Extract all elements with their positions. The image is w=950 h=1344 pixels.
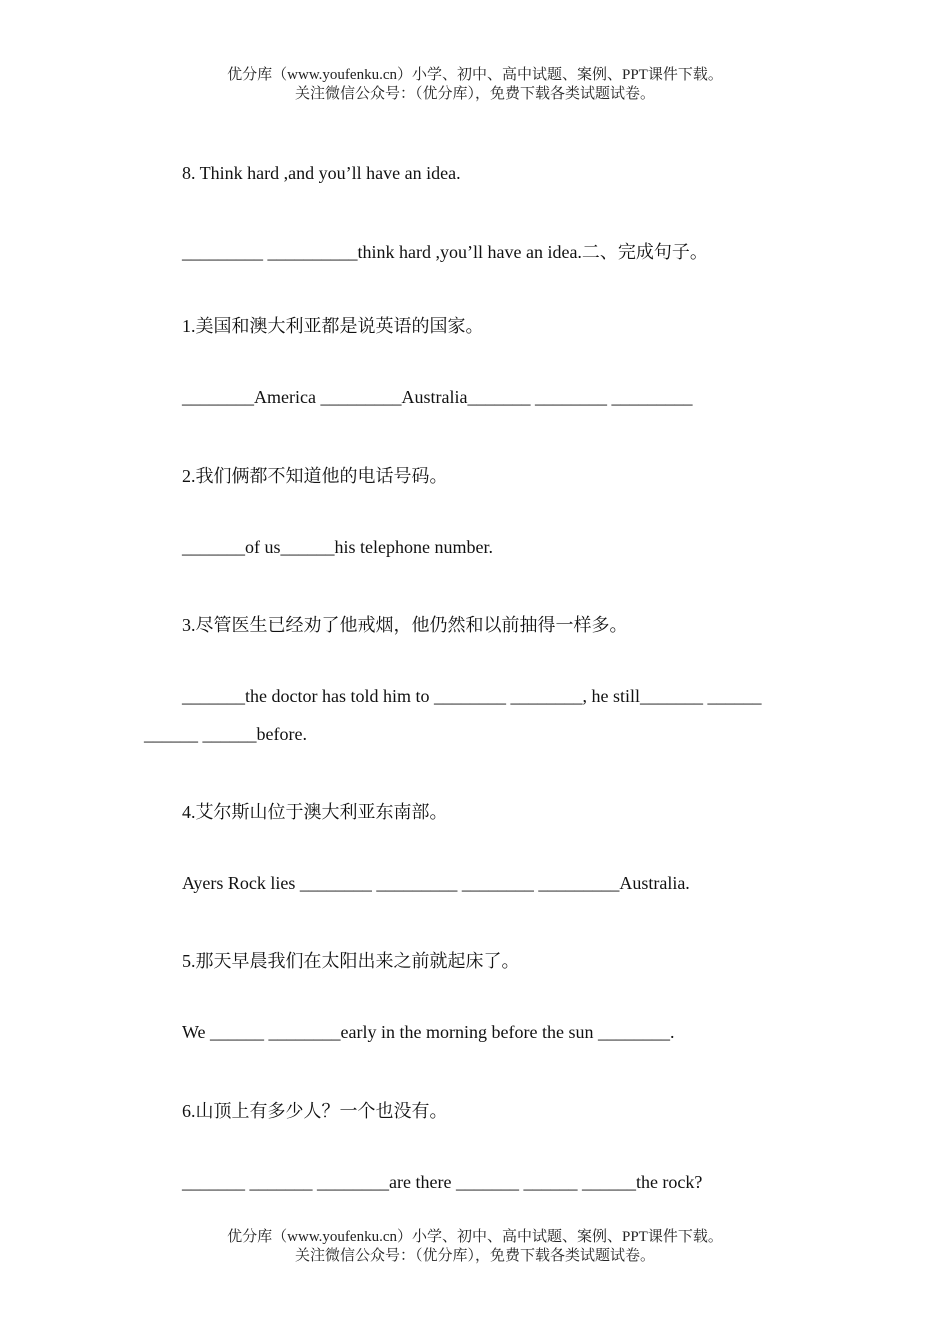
s3-answer-line-1: _______the doctor has told him to ________ ________, he still_______ ______ bbox=[182, 686, 762, 706]
s5-answer: We ______ ________early in the morning before the sun ________. bbox=[182, 1022, 675, 1042]
s2-prompt: 2.我们俩都不知道他的电话号码。 bbox=[182, 466, 448, 486]
s4-answer: Ayers Rock lies ________ _________ ________ _________Australia. bbox=[182, 873, 690, 893]
header-line-2: 关注微信公众号：（优分库），免费下载各类试题试卷。 bbox=[294, 86, 655, 102]
footer-line-2: 关注微信公众号：（优分库），免费下载各类试题试卷。 bbox=[294, 1248, 655, 1264]
s3-prompt: 3.尽管医生已经劝了他戒烟，他仍然和以前抽得一样多。 bbox=[182, 615, 628, 635]
page-footer bbox=[0, 1228, 950, 1266]
s5-prompt: 5.那天早晨我们在太阳出来之前就起床了。 bbox=[182, 951, 520, 971]
q8-prompt: 8. Think hard ,and you’ll have an idea. bbox=[182, 163, 461, 183]
page-header bbox=[0, 66, 950, 104]
s1-answer: ________America _________Australia_______ ________ _________ bbox=[182, 387, 693, 407]
s6-answer: _______ _______ ________are there _______ ______ ______the rock? bbox=[182, 1172, 703, 1192]
s2-answer: _______of us______his telephone number. bbox=[182, 537, 493, 557]
footer-line-1: 优分库（www.youfenku.cn）小学、初中、高中试题、案例、PPT课件下载。 bbox=[227, 1229, 723, 1245]
header-line-1: 优分库（www.youfenku.cn）小学、初中、高中试题、案例、PPT课件下载。 bbox=[227, 67, 723, 83]
s3-answer-line-2: ______ ______before. bbox=[144, 724, 307, 744]
s6-prompt: 6.山顶上有多少人？一个也没有。 bbox=[182, 1101, 448, 1121]
s4-prompt: 4.艾尔斯山位于澳大利亚东南部。 bbox=[182, 802, 448, 822]
q8-answer: _________ __________think hard ,you’ll have an idea.二、完成句子。 bbox=[182, 242, 708, 262]
s1-prompt: 1.美国和澳大利亚都是说英语的国家。 bbox=[182, 316, 484, 336]
